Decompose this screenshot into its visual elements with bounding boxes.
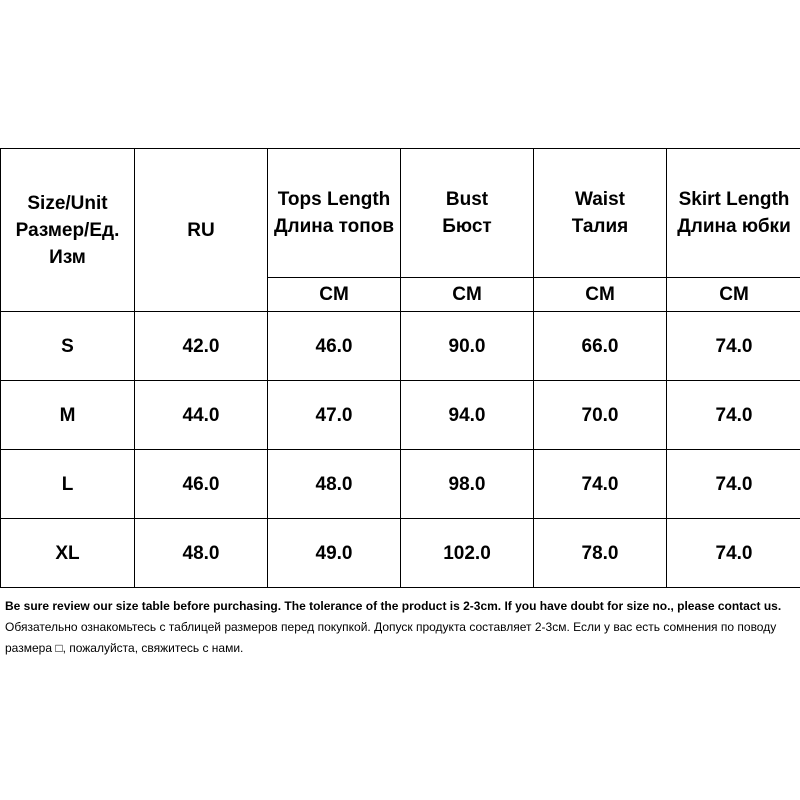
cell-size: M bbox=[1, 381, 135, 450]
cell-ru: 44.0 bbox=[135, 381, 268, 450]
header-bust: Bust Бюст bbox=[401, 149, 534, 278]
cell-tops-length: 49.0 bbox=[268, 519, 401, 588]
cell-size: XL bbox=[1, 519, 135, 588]
cell-skirt-length: 74.0 bbox=[667, 450, 800, 519]
header-skirt-length: Skirt Length Длина юбки bbox=[667, 149, 800, 278]
table-row bbox=[1, 381, 800, 450]
cell-skirt-length: 74.0 bbox=[667, 519, 800, 588]
unit-waist: CM bbox=[534, 278, 667, 312]
cell-bust: 90.0 bbox=[401, 312, 534, 381]
size-note-en: Be sure review our size table before purchasing. The tolerance of the product is 2-3cm. If you have doubt for size no., please contact us. bbox=[5, 599, 782, 613]
cell-size: L bbox=[1, 450, 135, 519]
header-row bbox=[1, 149, 800, 278]
header-size-unit bbox=[1, 149, 135, 312]
header-size-unit-en: Size/Unit bbox=[27, 192, 108, 214]
cell-tops-length: 48.0 bbox=[268, 450, 401, 519]
cell-bust: 102.0 bbox=[401, 519, 534, 588]
table-row bbox=[1, 312, 800, 381]
unit-bust: CM bbox=[401, 278, 534, 312]
cell-ru: 42.0 bbox=[135, 312, 268, 381]
cell-bust: 94.0 bbox=[401, 381, 534, 450]
cell-tops-length: 46.0 bbox=[268, 312, 401, 381]
unit-skirt-length: CM bbox=[667, 278, 800, 312]
header-size-unit-ru: Размер/Ед. bbox=[15, 219, 120, 241]
header-waist: Waist Талия bbox=[534, 149, 667, 278]
cell-waist: 70.0 bbox=[534, 381, 667, 450]
cell-skirt-length: 74.0 bbox=[667, 312, 800, 381]
cell-waist: 74.0 bbox=[534, 450, 667, 519]
size-note-ru: Обязательно ознакомьтесь с таблицей размеров перед покупкой. Допуск продукта составляет 2-3см. Если у вас есть сомнения по поводу размера □, пожалуйста, свяжитесь с нами. bbox=[5, 620, 777, 655]
table-row bbox=[1, 519, 800, 588]
cell-bust: 98.0 bbox=[401, 450, 534, 519]
cell-waist: 78.0 bbox=[534, 519, 667, 588]
table-row bbox=[1, 450, 800, 519]
cell-size: S bbox=[1, 312, 135, 381]
size-note bbox=[5, 596, 800, 659]
cell-ru: 46.0 bbox=[135, 450, 268, 519]
cell-waist: 66.0 bbox=[534, 312, 667, 381]
unit-tops-length: CM bbox=[268, 278, 401, 312]
header-ru: RU bbox=[135, 149, 268, 312]
cell-tops-length: 47.0 bbox=[268, 381, 401, 450]
size-chart-table bbox=[0, 148, 800, 588]
cell-skirt-length: 74.0 bbox=[667, 381, 800, 450]
header-size-unit-ru-2: Изм bbox=[49, 246, 86, 268]
cell-ru: 48.0 bbox=[135, 519, 268, 588]
header-tops-length: Tops Length Длина топов bbox=[268, 149, 401, 278]
